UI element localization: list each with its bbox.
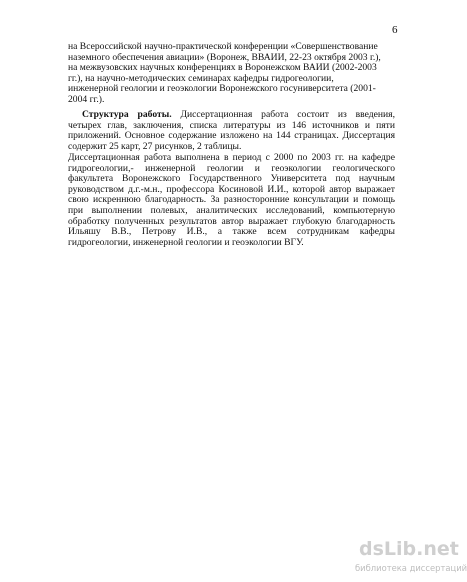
watermark-tagline: библиотека диссертаций [355, 563, 467, 573]
text-line: гидрогеологии, инженерной геологии и геоэкологии ВГУ. [68, 236, 304, 248]
structure-heading: Структура работы. [82, 109, 172, 120]
structure-paragraph [68, 110, 395, 152]
text-line: на межвузовских научных конференциях в Воронежском ВАИИ (2002-2003 [68, 62, 377, 74]
text-line: наземного обеспечения авиации» (Воронеж, ВВАИИ, 22-23 октября 2003 г.), [68, 51, 381, 63]
page-number: 6 [392, 24, 398, 36]
watermark-logo: dsLib.net [359, 538, 459, 560]
structure-first-line [68, 110, 395, 121]
text-line: четырех глав, заключения, списка литературы из 146 источников и пяти [68, 119, 395, 131]
text-line: Диссертационная работа выполнена в период с 2000 по 2003 гг. на кафедре [68, 152, 395, 163]
text-line: гидрогеологии,- инженерной геологии и геоэкологии геологического [68, 162, 395, 174]
text-line: содержит 25 карт, 27 рисунков, 2 таблицы. [68, 140, 242, 152]
acknowledgement-paragraph [68, 153, 395, 248]
text-line: свою искреннюю благодарность. За разносторонние консультации и помощь [68, 194, 395, 206]
watermark [355, 538, 467, 578]
text-line: Ильяшу В.В., Петрову И.В., а также всем сотрудникам кафедры [68, 226, 395, 238]
text-line: на Всероссийской научно-практической конференции «Совершенствование [68, 41, 378, 52]
text-line: приложений. Основное содержание изложено на 144 страницах. Диссертация [68, 130, 395, 142]
structure-first-line-text: Диссертационная работа состоит из введения, [180, 109, 395, 120]
text-line: инженерной геологии и геоэкологии Воронежского госуниверситета (2001- [68, 83, 376, 95]
text-line: 2004 гг.). [68, 93, 105, 105]
text-line: обработку полученных результатов автор выражает глубокую благодарность [68, 215, 395, 227]
text-line: факультета Воронежского Государственного Университета под научным [68, 173, 395, 185]
conferences-paragraph [68, 42, 398, 106]
text-line: руководством д.г.-м.н., профессора Косиновой И.И., которой автор выражает [68, 183, 395, 195]
text-line: гг.), на научно-методических семинарах кафедры гидрогеологии, [68, 72, 334, 84]
text-line: при выполнении полевых, аналитических исследований, компьютерную [68, 204, 395, 216]
